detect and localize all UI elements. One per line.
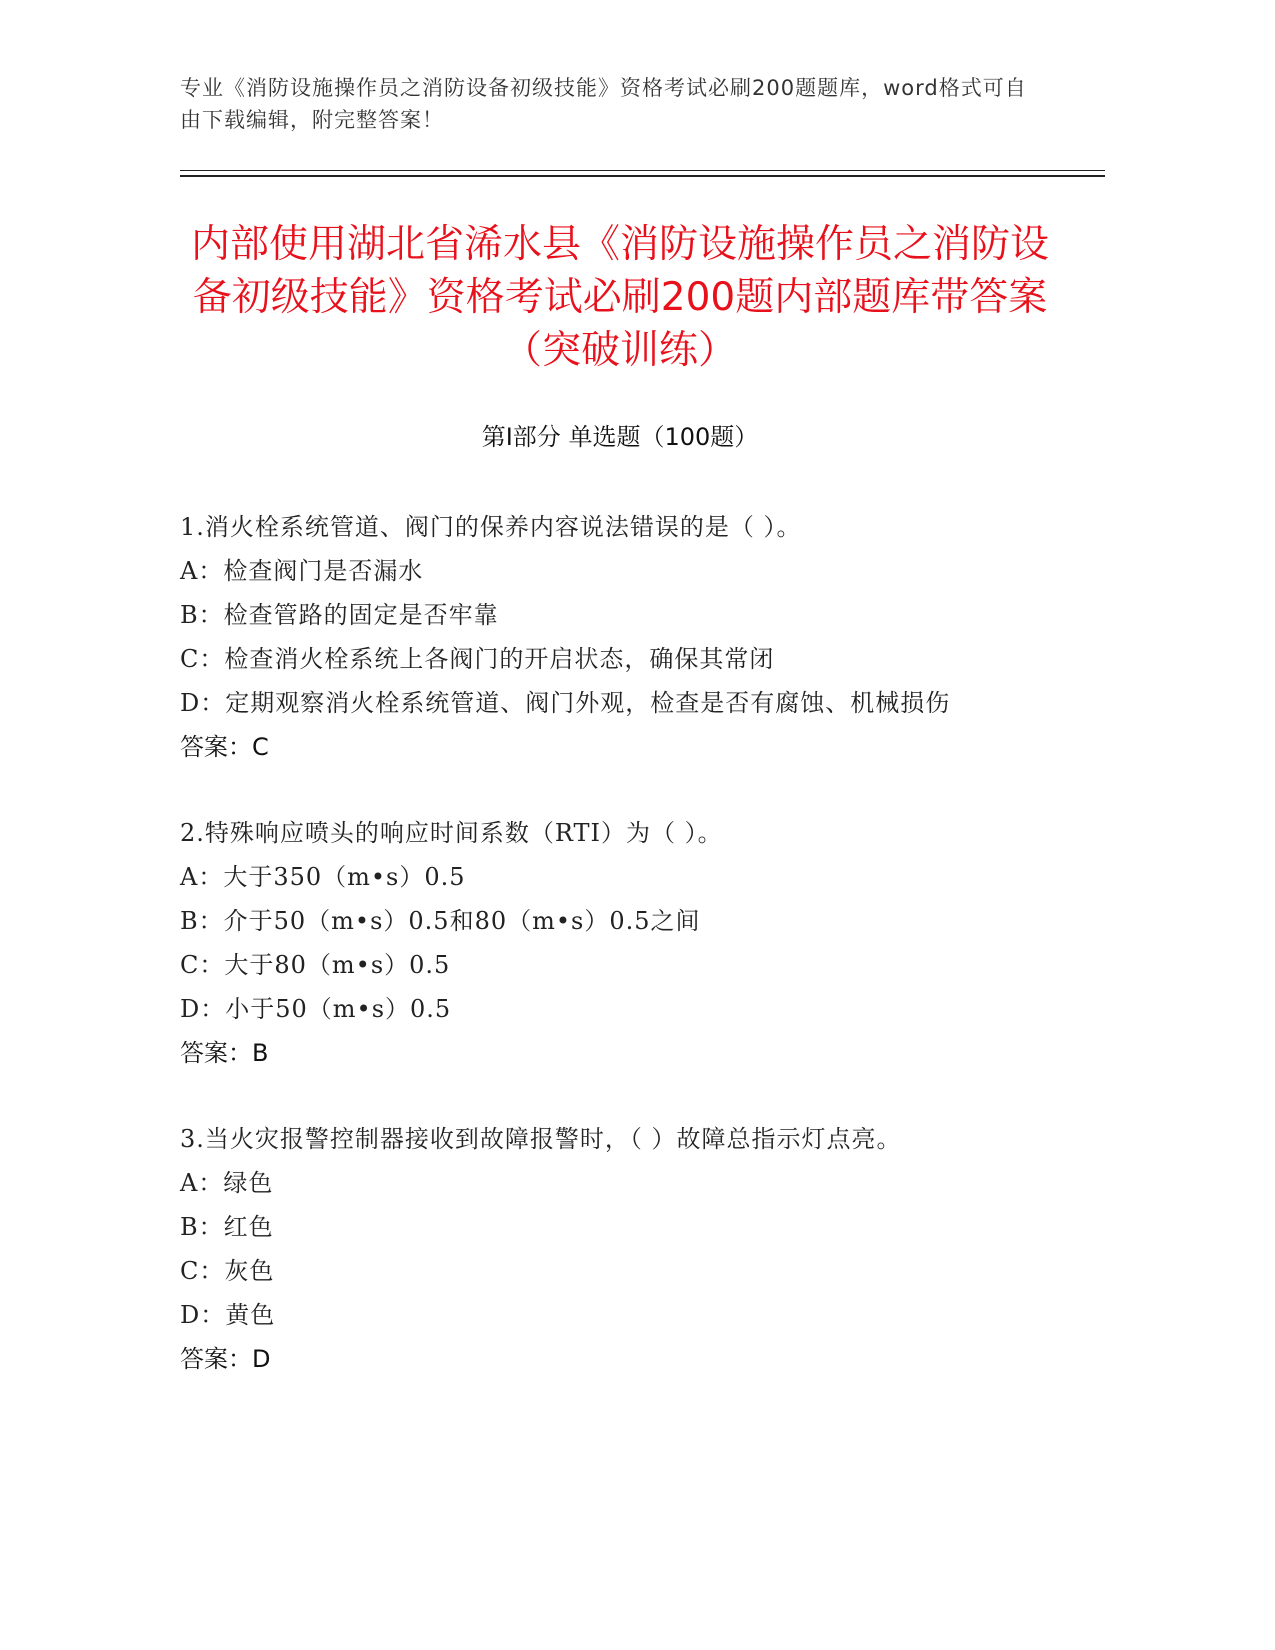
- question-stem: 2.特殊响应喷头的响应时间系数（RTI）为（ ）。: [180, 819, 723, 847]
- question-1: [180, 505, 1080, 769]
- option-d: D：小于50（m•s）0.5: [180, 995, 452, 1023]
- header-note: 专业《消防设施操作员之消防设备初级技能》资格考试必刷200题题库，word格式可自由下载编辑，附完整答案！: [180, 76, 1027, 132]
- option-d: D：黄色: [180, 1301, 276, 1329]
- header-divider-thick: [180, 175, 1105, 177]
- option-d: D：定期观察消火栓系统管道、阀门外观，检查是否有腐蚀、机械损伤: [180, 689, 951, 717]
- header-divider-thin: [180, 170, 1105, 171]
- answer-line: 答案：D: [180, 1345, 271, 1373]
- question-2: [180, 811, 1080, 1075]
- question-3: [180, 1117, 1080, 1381]
- option-a: A：检查阀门是否漏水: [180, 557, 424, 585]
- answer-line: 答案：B: [180, 1039, 269, 1067]
- section-heading: 第Ⅰ部分 单选题（100题）: [481, 423, 759, 451]
- option-a: A：大于350（m•s）0.5: [180, 863, 466, 891]
- answer-line: 答案：C: [180, 733, 269, 761]
- document-title: 内部使用湖北省浠水县《消防设施操作员之消防设备初级技能》资格考试必刷200题内部题库带答案（突破训练）: [190, 222, 1049, 373]
- question-stem: 1.消火栓系统管道、阀门的保养内容说法错误的是（ ）。: [180, 513, 802, 541]
- question-list: [180, 505, 1080, 1423]
- question-stem: 3.当火灾报警控制器接收到故障报警时，（ ）故障总指示灯点亮。: [180, 1125, 902, 1153]
- option-b: B：检查管路的固定是否牢靠: [180, 601, 499, 629]
- option-b: B：红色: [180, 1213, 274, 1241]
- option-c: C：检查消火栓系统上各阀门的开启状态，确保其常闭: [180, 645, 775, 673]
- option-c: C：灰色: [180, 1257, 275, 1285]
- option-c: C：大于80（m•s）0.5: [180, 951, 451, 979]
- option-a: A：绿色: [180, 1169, 274, 1197]
- option-b: B：介于50（m•s）0.5和80（m•s）0.5之间: [180, 907, 701, 935]
